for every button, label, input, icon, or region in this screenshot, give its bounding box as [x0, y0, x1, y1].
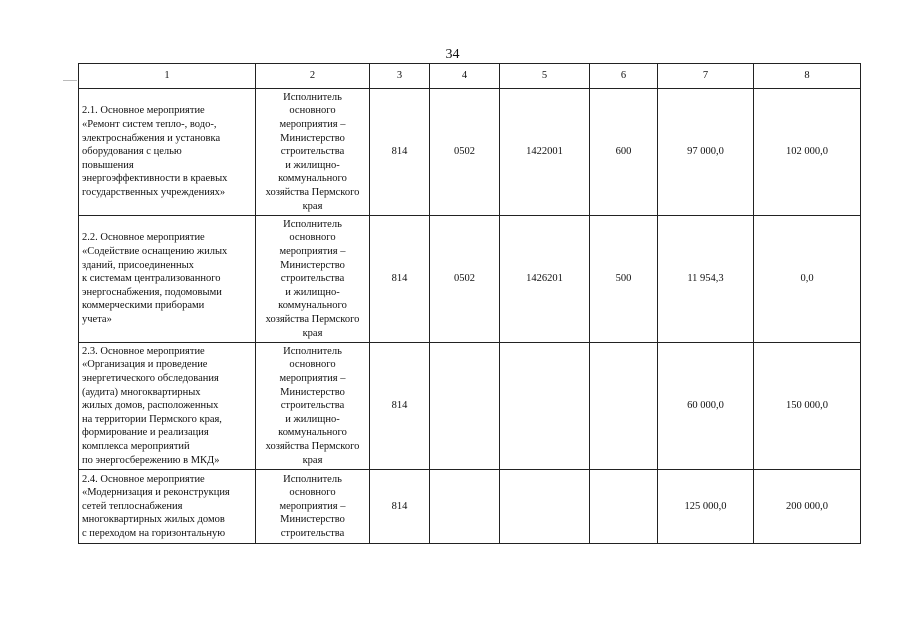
measure-name-line: электроснабжения и установка — [82, 132, 221, 144]
table-row — [79, 216, 861, 343]
measure-name-line: коммерческими приборами — [82, 300, 205, 312]
cell-col-7: 60 000,0 — [658, 343, 754, 470]
executor-line: мероприятия – — [279, 119, 346, 131]
measure-name-line: с переходом на горизонтальную — [82, 527, 226, 539]
executor-cell — [256, 470, 370, 544]
header-col-1: 1 — [79, 64, 256, 89]
table-row — [79, 470, 861, 544]
header-col-5: 5 — [500, 64, 590, 89]
measure-name-line: 2.3. Основное мероприятие — [82, 345, 205, 357]
measure-name-line: энергоэффективности в краевых — [82, 173, 228, 185]
measure-name-cell — [79, 216, 256, 343]
executor-line: строительства — [280, 146, 345, 158]
measure-name-line: «Модернизация и реконструкция — [82, 487, 230, 499]
measure-name-cell — [79, 89, 256, 216]
executor-line: мероприятия – — [279, 500, 346, 512]
measure-name-line: «Организация и проведение — [82, 359, 208, 371]
executor-line: мероприятия – — [279, 373, 346, 385]
measure-name-line: оборудования с целью — [82, 146, 182, 158]
measure-name-line: (аудита) многоквартирных — [82, 386, 201, 398]
table-row — [79, 343, 861, 470]
executor-line: коммунального — [278, 300, 347, 312]
table-row — [79, 89, 861, 216]
executor-line: Министерство — [280, 514, 345, 526]
executor-line: основного — [289, 105, 336, 117]
cell-col-4: 0502 — [430, 216, 500, 343]
measure-name-line: «Ремонт систем тепло-, водо-, — [82, 119, 217, 131]
executor-line: коммунального — [278, 427, 347, 439]
executor-line: коммунального — [278, 173, 347, 185]
cell-col-5: 1422001 — [500, 89, 590, 216]
executor-cell — [256, 343, 370, 470]
executor-line: края — [302, 327, 323, 339]
executor-line: основного — [289, 359, 336, 371]
executor-line: Министерство — [280, 259, 345, 271]
cell-col-7: 97 000,0 — [658, 89, 754, 216]
cell-col-4: 0502 — [430, 89, 500, 216]
executor-line: основного — [289, 232, 336, 244]
measure-name-line: комплекса мероприятий — [82, 440, 190, 452]
cell-col-7: 11 954,3 — [658, 216, 754, 343]
page-number: 34 — [445, 47, 460, 62]
executor-line: хозяйства Пермского — [265, 440, 360, 452]
executor-line: края — [302, 454, 323, 466]
executor-line: края — [302, 200, 323, 212]
cell-col-8: 102 000,0 — [754, 89, 861, 216]
executor-line: и жилищно- — [285, 286, 340, 298]
header-row — [79, 64, 861, 89]
measure-name-line: по энергосбережению в МКД» — [82, 454, 220, 466]
header-col-7: 7 — [658, 64, 754, 89]
executor-cell — [256, 89, 370, 216]
executor-line: Исполнитель — [283, 218, 342, 230]
cell-col-4 — [430, 470, 500, 544]
measure-name-line: государственных учреждениях» — [82, 186, 226, 198]
cell-col-3: 814 — [370, 343, 430, 470]
executor-line: мероприятия – — [279, 246, 346, 258]
measure-name-line: 2.4. Основное мероприятие — [82, 473, 205, 485]
header-col-3: 3 — [370, 64, 430, 89]
cell-col-8: 0,0 — [754, 216, 861, 343]
header-col-6: 6 — [590, 64, 658, 89]
measure-name-cell — [79, 470, 256, 544]
measure-name-line: «Содействие оснащению жилых — [82, 246, 228, 258]
executor-line: Исполнитель — [283, 91, 342, 103]
cell-col-3: 814 — [370, 470, 430, 544]
measure-name-line: зданий, присоединенных — [82, 259, 194, 271]
measure-name-cell — [79, 343, 256, 470]
header-col-2: 2 — [256, 64, 370, 89]
executor-line: Исполнитель — [283, 345, 342, 357]
executor-line: хозяйства Пермского — [265, 186, 360, 198]
executor-line: хозяйства Пермского — [265, 313, 360, 325]
cell-col-6 — [590, 343, 658, 470]
cell-col-5: 1426201 — [500, 216, 590, 343]
header-col-8: 8 — [754, 64, 861, 89]
header-col-4: 4 — [430, 64, 500, 89]
executor-line: и жилищно- — [285, 413, 340, 425]
executor-line: и жилищно- — [285, 159, 340, 171]
cell-col-6: 500 — [590, 216, 658, 343]
executor-line: основного — [289, 487, 336, 499]
measure-name-line: на территории Пермского края, — [82, 413, 222, 425]
cell-col-6: 600 — [590, 89, 658, 216]
executor-line: Исполнитель — [283, 473, 342, 485]
measure-name-line: сетей теплоснабжения — [82, 500, 183, 512]
measure-name-line: 2.2. Основное мероприятие — [82, 232, 205, 244]
measure-name-line: учета» — [82, 313, 112, 325]
executor-line: строительства — [280, 273, 345, 285]
measure-name-line: повышения — [82, 159, 134, 171]
executor-line: Министерство — [280, 132, 345, 144]
program-measures-table — [78, 63, 861, 544]
cell-col-8: 200 000,0 — [754, 470, 861, 544]
cell-col-5 — [500, 470, 590, 544]
cell-col-5 — [500, 343, 590, 470]
cell-col-7: 125 000,0 — [658, 470, 754, 544]
measure-name-line: к системам централизованного — [82, 273, 221, 285]
measure-name-line: многоквартирных жилых домов — [82, 514, 225, 526]
executor-line: строительства — [280, 400, 345, 412]
measure-name-line: формирование и реализация — [82, 427, 209, 439]
cell-col-8: 150 000,0 — [754, 343, 861, 470]
measure-name-line: энергетического обследования — [82, 373, 219, 385]
cell-col-3: 814 — [370, 216, 430, 343]
executor-line: строительства — [280, 527, 345, 539]
measure-name-line: энергоснабжения, подомовыми — [82, 286, 222, 298]
measure-name-line: 2.1. Основное мероприятие — [82, 105, 205, 117]
cell-col-3: 814 — [370, 89, 430, 216]
measure-name-line: жилых домов, расположенных — [82, 400, 219, 412]
scan-artifact-line — [63, 80, 77, 81]
executor-line: Министерство — [280, 386, 345, 398]
cell-col-4 — [430, 343, 500, 470]
cell-col-6 — [590, 470, 658, 544]
executor-cell — [256, 216, 370, 343]
